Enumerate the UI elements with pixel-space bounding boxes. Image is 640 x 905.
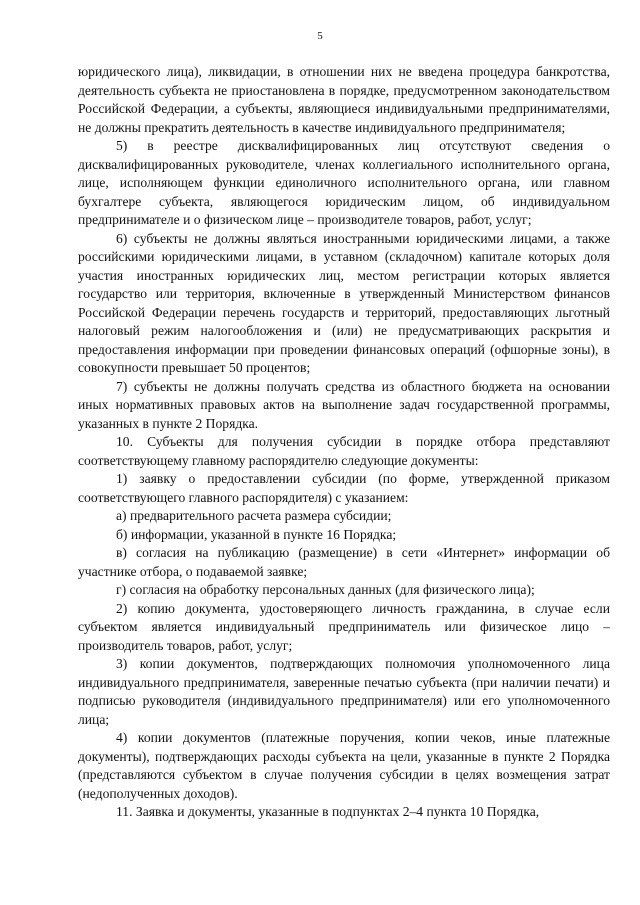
- paragraph: 5) в реестре дисквалифицированных лиц отсутствуют сведения о дисквалифицированных руководителе, членах коллегиального исполнительного органа, лице, исполняющем функции единоличного исполнительного органа, или главном бухгалтере субъекта, являющегося юридическим лицом, об индивидуальном предпринимателе и о физическом лице – производителе товаров, работ, услуг;: [78, 138, 610, 227]
- paragraph: 11. Заявка и документы, указанные в подпунктах 2–4 пункта 10 Порядка,: [116, 804, 540, 819]
- page-number: 5: [317, 30, 323, 42]
- paragraph: 4) копии документов (платежные поручения, копии чеков, иные платежные документы), подтверждающих расходы субъекта на цели, указанные в пункте 2 Порядка (представляются субъектом в случае получения субсидии в целях возмещения затрат (недополученных доходов).: [78, 730, 610, 801]
- paragraph: б) информации, указанной в пункте 16 Порядка;: [116, 526, 397, 542]
- paragraph: 6) субъекты не должны являться иностранными юридическими лицами, а также российскими юридическими лицами, в уставном (складочном) капитале которых доля участия иностранных юридических лиц, местом регистрации которых является государство или территория, включенные в утвержденный Министерством финансов Российской Федерации перечень государств и территорий, предоставляющих льготный налоговый режим налогообложения и (или) не предусматривающих раскрытия и предоставления информации при проведении финансовых операций (офшорные зоны), в совокупности превышает 50 процентов;: [78, 230, 610, 375]
- paragraph: в) согласия на публикацию (размещение) в сети «Интернет» информации об участнике отбора, о подаваемой заявке;: [78, 545, 610, 579]
- paragraph: г) согласия на обработку персональных данных (для физического лица);: [116, 582, 535, 597]
- paragraph: 3) копии документов, подтверждающих полномочия уполномоченного лица индивидуального предпринимателя, заверенные печатью субъекта (при наличии печати) и подписью руководителя (индивидуального предпринимателя) или его уполномоченного лица;: [78, 656, 610, 727]
- paragraph: 1) заявку о предоставлении субсидии (по форме, утвержденной приказом соответствующего главного распорядителя) с указанием:: [78, 471, 610, 505]
- paragraph: а) предварительного расчета размера субсидии;: [116, 508, 392, 523]
- paragraph: 7) субъекты не должны получать средства из областного бюджета на основании иных нормативных правовых актов на выполнение задач государственной программы, указанных в пункте 2 Порядка.: [78, 378, 610, 431]
- paragraph: 10. Субъекты для получения субсидии в порядке отбора представляют соответствующему главному распорядителю следующие документы:: [78, 434, 610, 468]
- paragraph: 2) копию документа, удостоверяющего личность гражданина, в случае если субъектом является индивидуальный предприниматель или физическое лицо – производитель товаров, работ, услуг;: [78, 600, 610, 653]
- document-body: [78, 63, 610, 822]
- paragraph: юридического лица), ликвидации, в отношении них не введена процедура банкротства, деятельность субъекта не приостановлена в порядке, предусмотренном законодательством Российской Федерации, а субъекты, являющиеся индивидуальными предпринимателями, не должны прекратить деятельность в качестве индивидуального предпринимателя;: [78, 64, 610, 135]
